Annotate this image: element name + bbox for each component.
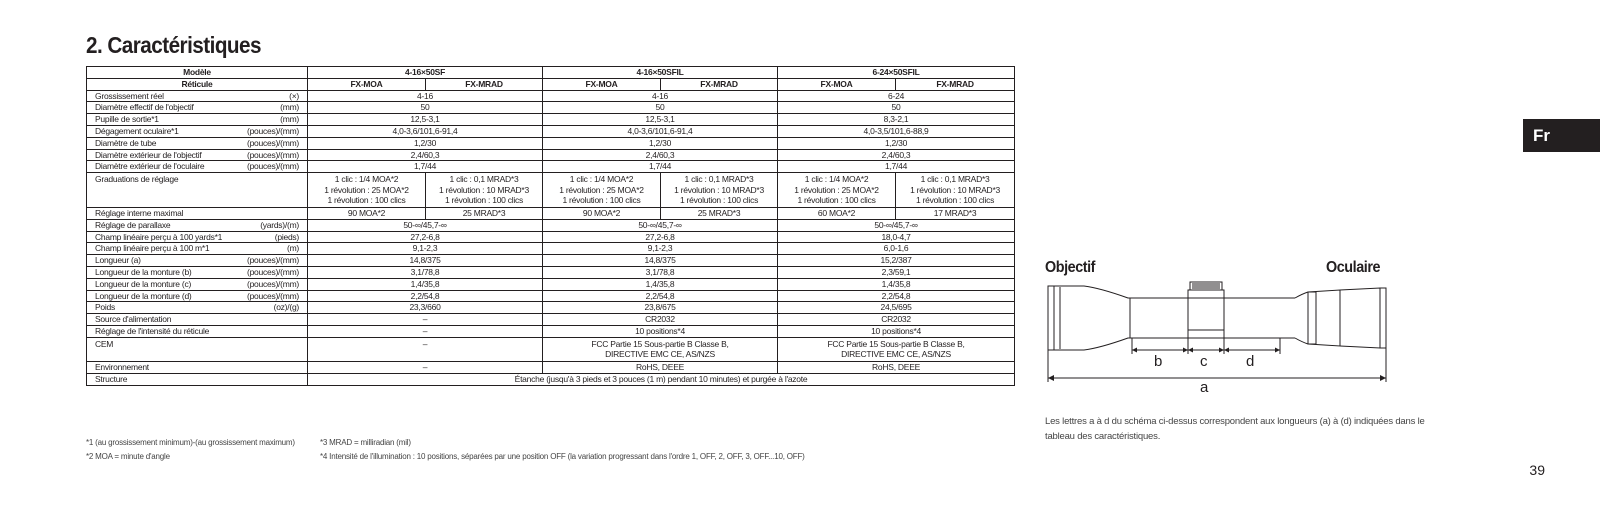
reticle-name: FX-MOA (308, 78, 426, 90)
row-unit: (oz)/(g) (237, 302, 308, 314)
row-unit: (yards)/(m) (237, 219, 308, 231)
row-label: Poids (87, 302, 237, 314)
cell-value: – (308, 314, 543, 326)
cell-value: 18,0-4,7 (778, 231, 1015, 243)
cell-value: 1,2/30 (543, 137, 778, 149)
row-label: Diamètre extérieur de l'oculaire (87, 161, 237, 173)
language-tab: Fr (1523, 119, 1600, 152)
reticle-name: FX-MRAD (661, 78, 778, 90)
table-row (87, 314, 1015, 326)
cell-value (661, 173, 778, 208)
cell-value: 4-16 (308, 90, 543, 102)
scope-diagram (1040, 258, 1400, 403)
table-row (87, 149, 1015, 161)
cell-value: 27,2-6,8 (308, 231, 543, 243)
cell-line: 1 révolution : 10 MRAD*3 (439, 184, 529, 195)
cell-value: 1,7/44 (543, 161, 778, 173)
cell-value: Étanche (jusqu'à 3 pieds et 3 pouces (1 m) pendant 10 minutes) et purgée à l'azote (308, 373, 1015, 385)
row-label: Longueur de la monture (b) (87, 266, 237, 278)
table-row (87, 137, 1015, 149)
row-label: Source d'alimentation (87, 314, 237, 326)
table-row (87, 231, 1015, 243)
table-header-row (87, 67, 1015, 79)
table-row (87, 337, 1015, 361)
cell-value: 1,4/35,8 (543, 278, 778, 290)
cell-value: 3,1/78,8 (308, 266, 543, 278)
cell-value (308, 337, 543, 361)
cell-line: FCC Partie 15 Sous-partie B Classe B, (591, 338, 729, 349)
cell-line: 1 révolution : 10 MRAD*3 (674, 184, 764, 195)
table-row (87, 361, 1015, 373)
cell-value (778, 337, 1015, 361)
cell-value: 50 (778, 102, 1015, 114)
dimension-b-label: b (1154, 353, 1163, 370)
table-row (87, 173, 1015, 208)
table-row (87, 114, 1015, 126)
cell-value: 1,4/35,8 (308, 278, 543, 290)
cell-line: 1 clic : 0,1 MRAD*3 (920, 174, 990, 185)
row-unit: (pouces)/(mm) (237, 278, 308, 290)
row-unit: (pouces)/(mm) (237, 137, 308, 149)
specifications-table (86, 66, 1015, 386)
cell-line: 1 révolution : 25 MOA*2 (794, 184, 879, 195)
cell-value: 1,2/30 (778, 137, 1015, 149)
cell-value: 2,4/60,3 (308, 149, 543, 161)
cell-value: 6,0-1,6 (778, 243, 1015, 255)
cell-value (543, 337, 778, 361)
cell-value: 25 MRAD*3 (426, 207, 543, 219)
table-row (87, 325, 1015, 337)
row-unit: (pouces)/(mm) (237, 255, 308, 267)
diagram-caption: Les lettres a à d du schéma ci-dessus correspondent aux longueurs (a) à (d) indiquées dans le tableau des caractéristiques. (1045, 416, 1425, 442)
reticle-name: FX-MRAD (896, 78, 1015, 90)
footnote-2: *2 MOA = minute d'angle (86, 452, 170, 461)
table-row (87, 278, 1015, 290)
cell-line: 1 clic : 1/4 MOA*2 (569, 174, 634, 185)
row-label: Réglage interne maximal (87, 207, 308, 219)
footnotes-right (320, 436, 805, 464)
cell-value: 50 (543, 102, 778, 114)
cell-line: 1 révolution : 100 clics (915, 195, 995, 206)
cell-line: – (422, 338, 428, 349)
dimension-a-label: a (1200, 379, 1209, 396)
cell-line: 1 révolution : 100 clics (444, 195, 524, 206)
row-label: Grossissement réel (87, 90, 237, 102)
row-label: Champ linéaire perçu à 100 yards*1 (87, 231, 237, 243)
row-label: Dégagement oculaire*1 (87, 125, 237, 137)
cell-value: 2,2/54,8 (543, 290, 778, 302)
cell-line: 1 clic : 0,1 MRAD*3 (449, 174, 519, 185)
row-label: Environnement (87, 361, 308, 373)
dimension-c-label: c (1200, 353, 1208, 370)
cell-line: 1 révolution : 25 MOA*2 (324, 184, 409, 195)
table-row (87, 302, 1015, 314)
cell-value: 15,2/387 (778, 255, 1015, 267)
table-row (87, 255, 1015, 267)
table-row (87, 125, 1015, 137)
page-number: 39 (1529, 462, 1545, 478)
table-row (87, 373, 1015, 385)
row-unit (237, 325, 308, 337)
table-row (87, 90, 1015, 102)
cell-value (543, 173, 661, 208)
cell-value: RoHS, DEEE (778, 361, 1015, 373)
table-header-row (87, 78, 1015, 90)
cell-value: 2,2/54,8 (308, 290, 543, 302)
cell-line: 1 clic : 0,1 MRAD*3 (684, 174, 754, 185)
cell-value: 10 positions*4 (778, 325, 1015, 337)
table-row (87, 207, 1015, 219)
row-label: Longueur de la monture (c) (87, 278, 237, 290)
cell-line: FCC Partie 15 Sous-partie B Classe B, (827, 338, 965, 349)
footnotes-left (86, 436, 295, 464)
cell-value: 17 MRAD*3 (896, 207, 1015, 219)
dimension-d-label: d (1246, 353, 1255, 370)
cell-value: 6-24 (778, 90, 1015, 102)
table-row (87, 243, 1015, 255)
cell-value: 14,8/375 (308, 255, 543, 267)
row-label: Longueur de la monture (d) (87, 290, 237, 302)
row-label: Diamètre effectif de l'objectif (87, 102, 237, 114)
model-name: 6-24×50SFIL (778, 67, 1015, 79)
cell-line: 1 révolution : 10 MRAD*3 (910, 184, 1000, 195)
cell-value: 90 MOA*2 (308, 207, 426, 219)
row-unit: (m) (237, 243, 308, 255)
row-unit: (×) (237, 90, 308, 102)
cell-value: 9,1-2,3 (308, 243, 543, 255)
reticle-name: FX-MOA (778, 78, 896, 90)
page-title: 2. Caractéristiques (86, 32, 261, 58)
cell-value: 12,5-3,1 (543, 114, 778, 126)
row-label: Longueur (a) (87, 255, 237, 267)
cell-value: 50-∞/45,7-∞ (308, 219, 543, 231)
row-label: CEM (87, 337, 308, 361)
cell-line: 1 révolution : 100 clics (562, 195, 641, 206)
row-unit: (pieds) (237, 231, 308, 243)
reticle-name: FX-MRAD (426, 78, 543, 90)
cell-value: 50 (308, 102, 543, 114)
cell-value (896, 173, 1015, 208)
cell-value: 27,2-6,8 (543, 231, 778, 243)
cell-value: 90 MOA*2 (543, 207, 661, 219)
cell-line: 1 clic : 1/4 MOA*2 (804, 174, 869, 185)
table-row (87, 102, 1015, 114)
cell-value: 10 positions*4 (543, 325, 778, 337)
cell-value (426, 173, 543, 208)
cell-value: 14,8/375 (543, 255, 778, 267)
cell-value: 3,1/78,8 (543, 266, 778, 278)
cell-value: CR2032 (778, 314, 1015, 326)
cell-value: 2,3/59,1 (778, 266, 1015, 278)
cell-line: 1 révolution : 100 clics (679, 195, 759, 206)
row-label: Champ linéaire perçu à 100 m*1 (87, 243, 237, 255)
cell-value: 2,4/60,3 (543, 149, 778, 161)
cell-value: 4,0-3,6/101,6-91,4 (543, 125, 778, 137)
cell-value: 50-∞/45,7-∞ (778, 219, 1015, 231)
cell-value: 9,1-2,3 (543, 243, 778, 255)
footnote-1: *1 (au grossissement minimum)-(au grossissement maximum) (86, 438, 295, 447)
cell-value: CR2032 (543, 314, 778, 326)
cell-line: 1 révolution : 25 MOA*2 (559, 184, 644, 195)
row-unit: (mm) (237, 114, 308, 126)
cell-value (778, 173, 896, 208)
riflescope-drawing (1040, 258, 1400, 403)
reticle-name: FX-MOA (543, 78, 661, 90)
cell-value: – (308, 325, 543, 337)
cell-value: 4,0-3,6/101,6-91,4 (308, 125, 543, 137)
cell-value (308, 173, 426, 208)
cell-value: – (308, 361, 543, 373)
row-label: Diamètre extérieur de l'objectif (87, 149, 237, 161)
row-label: Diamètre de tube (87, 137, 237, 149)
cell-value: 4-16 (543, 90, 778, 102)
row-unit: (pouces)/(mm) (237, 125, 308, 137)
cell-value: 1,7/44 (308, 161, 543, 173)
footnote-3: *3 MRAD = milliradian (mil) (320, 438, 411, 447)
cell-value: 12,5-3,1 (308, 114, 543, 126)
row-label: Réglage de parallaxe (87, 219, 237, 231)
cell-line: DIRECTIVE EMC CE, AS/NZS (605, 349, 715, 360)
cell-line: 1 révolution : 100 clics (327, 195, 406, 206)
cell-value: 1,4/35,8 (778, 278, 1015, 290)
row-unit: (mm) (237, 102, 308, 114)
cell-line: DIRECTIVE EMC CE, AS/NZS (841, 349, 951, 360)
table-row (87, 219, 1015, 231)
model-name: 4-16×50SFIL (543, 67, 778, 79)
cell-value: 50-∞/45,7-∞ (543, 219, 778, 231)
model-name: 4-16×50SF (308, 67, 543, 79)
table-row (87, 266, 1015, 278)
cell-value: 23,3/660 (308, 302, 543, 314)
model-header: Modèle (87, 67, 308, 79)
footnote-4: *4 Intensité de l'illumination : 10 positions, séparées par une position OFF (la variation progressant dans l'ordre 1, OFF, 2, OFF, 3, OFF...10, OFF) (320, 452, 805, 461)
eyepiece-label: Oculaire (1326, 259, 1381, 276)
cell-line: 1 clic : 1/4 MOA*2 (334, 174, 399, 185)
cell-value: 1,7/44 (778, 161, 1015, 173)
table-row (87, 161, 1015, 173)
row-unit: (pouces)/(mm) (237, 149, 308, 161)
row-label: Graduations de réglage (87, 173, 308, 208)
row-unit: (pouces)/(mm) (237, 290, 308, 302)
row-label: Structure (87, 373, 308, 385)
cell-value: 1,2/30 (308, 137, 543, 149)
row-label: Pupille de sortie*1 (87, 114, 237, 126)
cell-value: 23,8/675 (543, 302, 778, 314)
cell-value: 24,5/695 (778, 302, 1015, 314)
cell-value: 60 MOA*2 (778, 207, 896, 219)
cell-value: 2,4/60,3 (778, 149, 1015, 161)
cell-value: 8,3-2,1 (778, 114, 1015, 126)
row-unit: (pouces)/(mm) (237, 266, 308, 278)
objective-label: Objectif (1045, 259, 1096, 276)
row-unit: (pouces)/(mm) (237, 161, 308, 173)
table-row (87, 290, 1015, 302)
cell-value: 4,0-3,5/101,6-88,9 (778, 125, 1015, 137)
cell-value: 2,2/54,8 (778, 290, 1015, 302)
row-label: Réglage de l'intensité du réticule (87, 325, 237, 337)
cell-line: 1 révolution : 100 clics (797, 195, 876, 206)
reticle-header: Réticule (87, 78, 308, 90)
row-unit (237, 314, 308, 326)
cell-value: 25 MRAD*3 (661, 207, 778, 219)
cell-value: RoHS, DEEE (543, 361, 778, 373)
